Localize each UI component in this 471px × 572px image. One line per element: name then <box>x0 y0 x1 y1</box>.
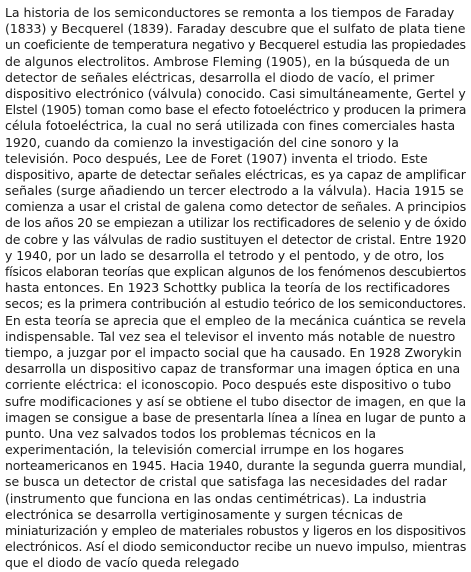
paragraph-line: dispositivo, aparte de detectar señales eléctricas, es ya capaz de amplificar <box>5 166 466 182</box>
paragraph-line: miniaturización y empleo de materiales robustos y ligeros en los dispositivos <box>5 523 466 538</box>
paragraph-line: desarrolla un dispositivo capaz de transformar una imagen óptica en una <box>5 361 461 377</box>
paragraph-line: detector de señales eléctricas, desarrolla el diodo de vacío, el primer <box>5 69 435 85</box>
paragraph-line: experimentación, la televisión comercial irrumpe en los hogares <box>5 442 404 458</box>
paragraph-line: físicos elaboran teorías que explican algunos de los fenómenos descubiertos <box>5 264 466 279</box>
paragraph-line: (1833) y Becquerel (1839). Faraday descubre que el sulfato de plata tiene <box>5 21 466 37</box>
paragraph-line: se busca un detector de cristal que satisfaga las necesidades del radar <box>5 474 447 490</box>
paragraph-line: sufre modificaciones y así se obtiene el tubo disector de imagen, en que la <box>5 393 466 409</box>
paragraph-line: televisión. Poco después, Lee de Foret (1907) inventa el triodo. Este <box>5 150 428 166</box>
history-paragraph <box>5 5 466 572</box>
paragraph-line: 1920, cuando da comienzo la investigación del cine sonoro y la <box>5 134 399 150</box>
paragraph-line: indispensable. Tal vez sea el televisor el invento más notable de nuestro <box>5 328 456 344</box>
paragraph-line: electrónicos. Así el diodo semiconductor recibe un nuevo impulso, mientras <box>5 539 466 555</box>
paragraph-line: La historia de los semiconductores se remonta a los tiempos de Faraday <box>5 5 455 20</box>
paragraph-line: punto. Una vez salvados todos los problemas técnicos en la <box>5 425 376 441</box>
paragraph-line: imagen se consigue a base de presentarla línea a línea en lugar de punto a <box>5 409 466 425</box>
paragraph-line: corriente eléctrica: el iconoscopio. Poco después este dispositivo o tubo <box>5 377 452 393</box>
paragraph-line: hasta entonces. En 1923 Schottky publica la teoría de los rectificadores <box>5 280 450 296</box>
paragraph-line: dispositivo electrónico (válvula) conocido. Casi simultáneamente, Gertel y <box>5 85 466 101</box>
paragraph-line: de los años 20 se empiezan a utilizar los rectificadores de selenio y de óxido <box>5 215 466 231</box>
paragraph-line: tiempo, a juzgar por el impacto social que ha causado. En 1928 Zworykin <box>5 344 462 360</box>
paragraph-line: (instrumento que funciona en las ondas centimétricas). La industria <box>5 490 427 506</box>
paragraph-line: célula fotoeléctrica, la cual no será utilizada con fines comerciales hasta <box>5 118 456 134</box>
paragraph-line: de algunos electrolitos. Ambrose Fleming (1905), en la búsqueda de un <box>5 53 450 69</box>
paragraph-line: norteamericanos en 1945. Hacia 1940, durante la segunda guerra mundial, <box>5 458 466 474</box>
paragraph-line: un coeficiente de temperatura negativo y Becquerel estudia las propiedades <box>5 37 466 53</box>
paragraph-line: que el diodo de vacío queda relegado <box>5 555 240 571</box>
paragraph-line: comienza a usar el cristal de galena como detector de señales. A principios <box>5 199 466 215</box>
paragraph-line: electrónica se desarrolla vertiginosamente y surgen técnicas de <box>5 506 403 522</box>
paragraph-line: de cobre y las válvulas de radio sustituyen el detector de cristal. Entre 1920 <box>5 231 466 247</box>
paragraph-line: Elstel (1905) toman como base el efecto fotoeléctrico y producen la primera <box>5 102 466 118</box>
paragraph-line: y 1940, por un lado se desarrolla el tetrodo y el pentodo, y de otro, los <box>5 247 445 263</box>
paragraph-line: En esta teoría se aprecia que el empleo de la mecánica cuántica se revela <box>5 312 466 328</box>
paragraph-line: señales (surge añadiendo un tercer electrodo a la válvula). Hacia 1915 se <box>5 183 464 199</box>
paragraph-line: secos; es la primera contribución al estudio teórico de los semiconductores. <box>5 296 466 312</box>
